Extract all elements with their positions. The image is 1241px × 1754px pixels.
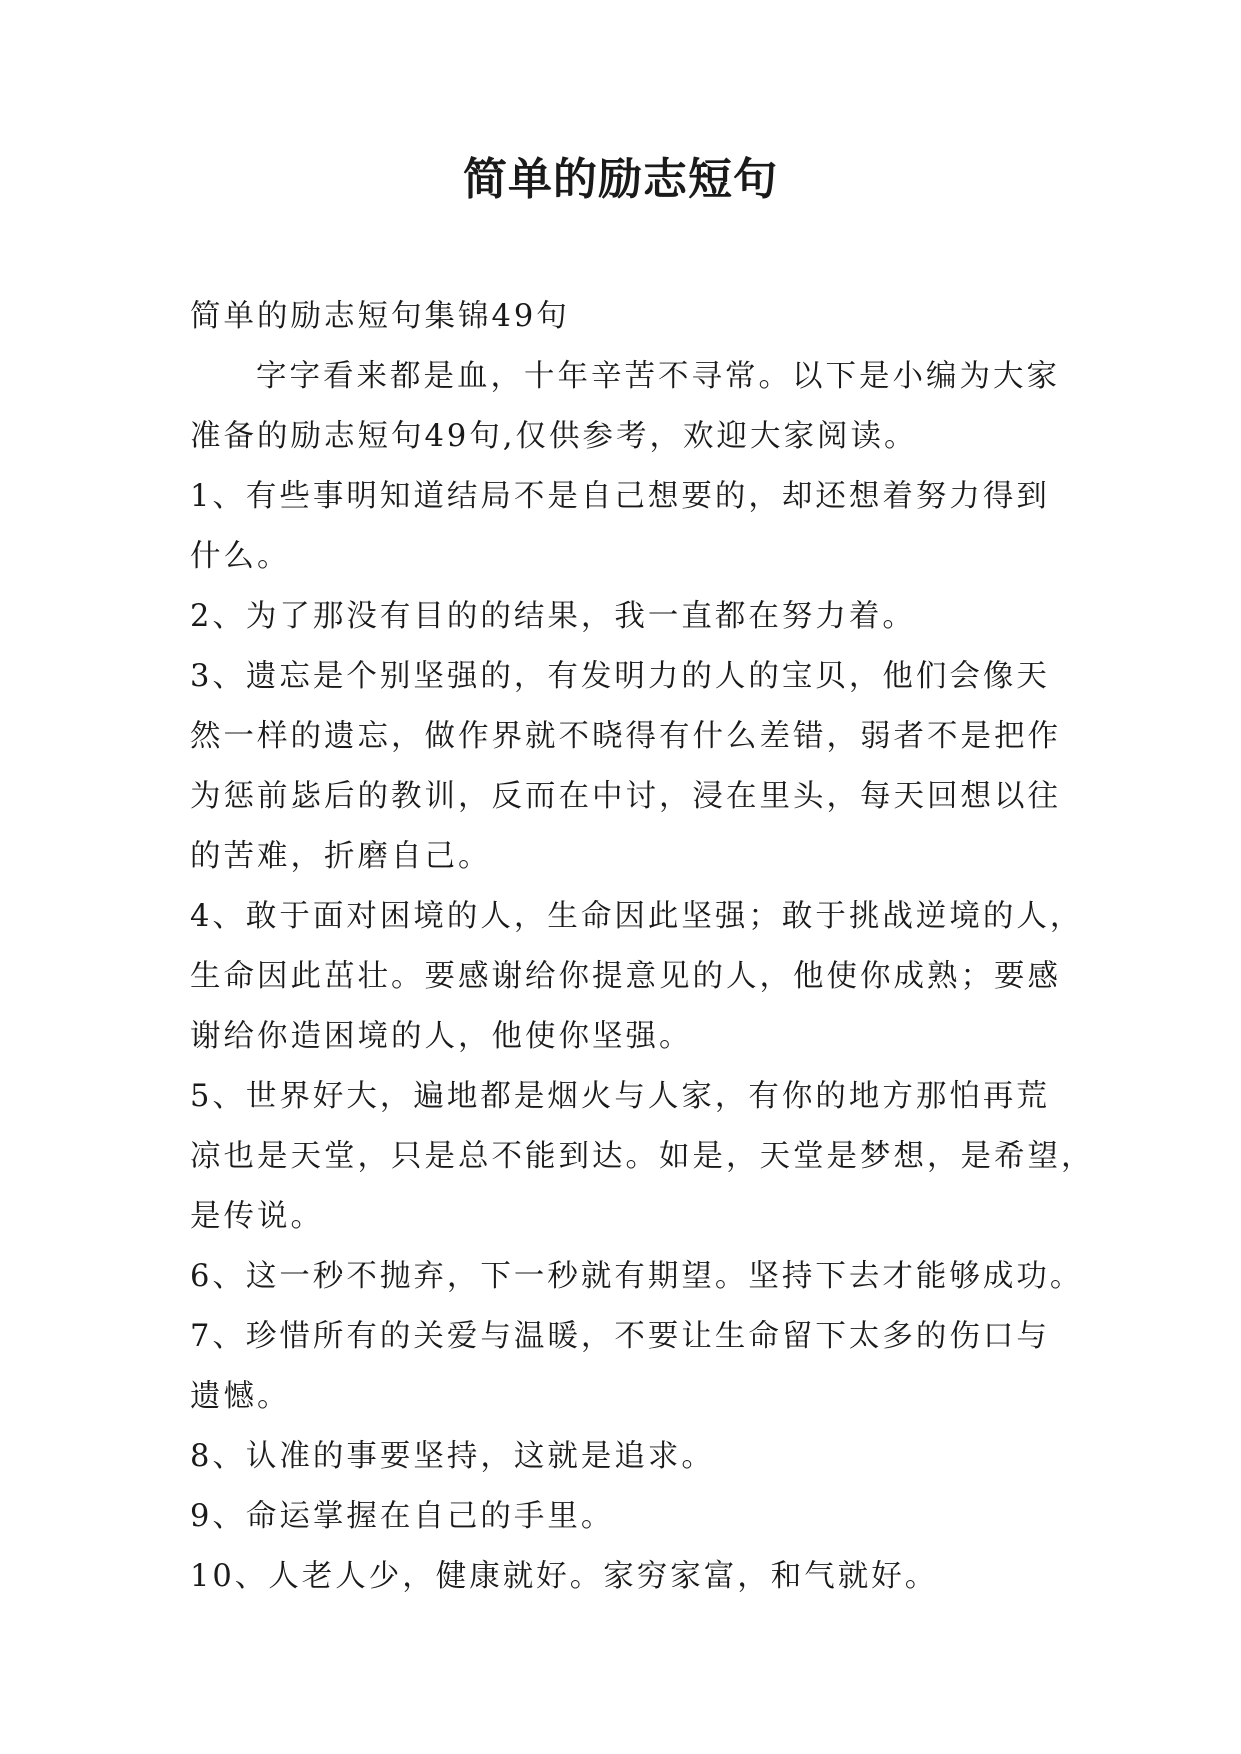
intro-line: 字字看来都是血，十年辛苦不寻常。以下是小编为大家 [256, 359, 1060, 394]
body-line: 8、认准的事要坚持，这就是追求。 [190, 1439, 715, 1474]
subtitle-line: 简单的励志短句集锦49句 [190, 299, 570, 334]
body-line: 2、为了那没有目的的结果，我一直都在努力着。 [190, 599, 916, 634]
body-line: 7、珍惜所有的关爱与温暖，不要让生命留下太多的伤口与 [190, 1319, 1050, 1354]
document-body [190, 287, 1095, 1607]
body-line: 6、这一秒不抛弃，下一秒就有期望。坚持下去才能够成功。 [190, 1259, 1084, 1294]
body-line: 是传说。 [190, 1199, 324, 1234]
body-line: 谢给你造困境的人，他使你坚强。 [190, 1019, 693, 1054]
document-title: 简单的励志短句 [463, 154, 778, 205]
body-line: 的苦难，折磨自己。 [190, 839, 492, 874]
body-line: 生命因此茁壮。要感谢给你提意见的人，他使你成熟；要感 [190, 959, 1061, 994]
body-line: 遗憾。 [190, 1379, 291, 1414]
body-line: 然一样的遗忘，做作界就不晓得有什么差错，弱者不是把作 [190, 719, 1061, 754]
body-line: 9、命运掌握在自己的手里。 [190, 1499, 615, 1534]
body-line: 凉也是天堂，只是总不能到达。如是，天堂是梦想，是希望， [190, 1139, 1095, 1174]
body-line: 5、世界好大，遍地都是烟火与人家，有你的地方那怕再荒 [190, 1079, 1050, 1114]
intro-line: 准备的励志短句49句,仅供参考，欢迎大家阅读。 [190, 419, 918, 454]
body-line: 10、人老人少，健康就好。家穷家富，和气就好。 [190, 1559, 939, 1594]
body-line: 1、有些事明知道结局不是自己想要的，却还想着努力得到 [190, 479, 1050, 514]
body-line: 4、敢于面对困境的人，生命因此坚强；敢于挑战逆境的人， [190, 899, 1084, 934]
body-line: 3、遗忘是个别坚强的，有发明力的人的宝贝，他们会像天 [190, 659, 1050, 694]
body-line: 为惩前毖后的教训，反而在中讨，浸在里头，每天回想以往 [190, 779, 1061, 814]
body-line: 什么。 [190, 539, 291, 574]
